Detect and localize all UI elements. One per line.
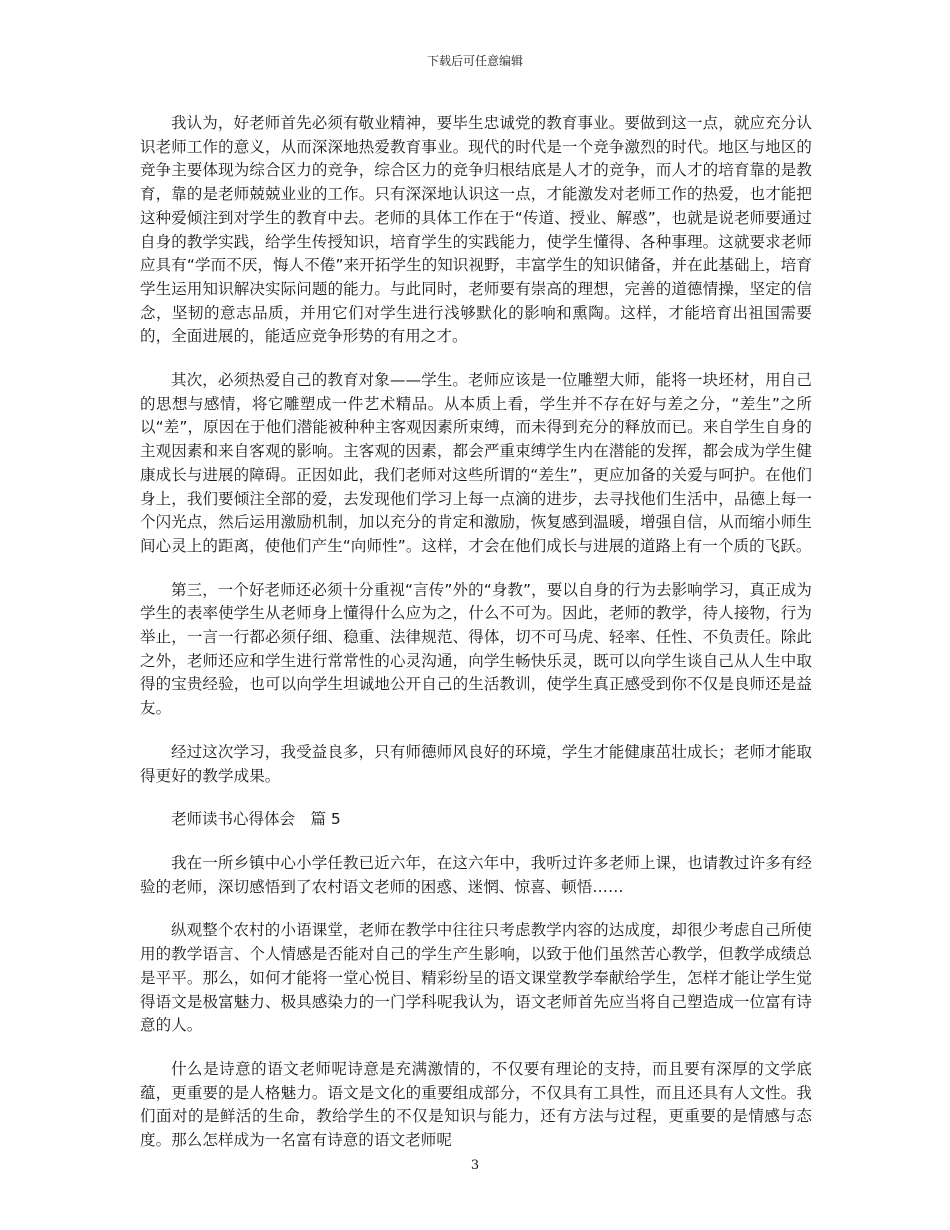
paragraph: 我认为，好老师首先必须有敬业精神，要毕生忠诚党的教育事业。要做到这一点，就应充分认识老师工作的意义，从而深深地热爱教育事业。现代的时代是一个竞争激烈的时代。地区与地区的竞争主要体现为综合区力的竞争，综合区力的竞争归根结底是人才的竞争，而人才的培育靠的是教育，靠的是老师兢兢业业的工作。只有深深地认识这一点，才能激发对老师工作的热爱，也才能把这种爱倾注到对学生的教育中去。老师的具体工作在于“传道、授业、解惑”，也就是说老师要通过自身的教学实践，给学生传授知识，培育学生的实践能力，使学生懂得、各种事理。这就要求老师应具有“学而不厌，悔人不倦”来开拓学生的知识视野，丰富学生的知识储备，并在此基础上，培育学生运用知识解决实际问题的能力。与此同时，老师要有崇高的理想，完善的道德情操，坚定的信念，坚韧的意志品质，并用它们对学生进行浅够默化的影响和熏陶。这样，才能培育出祖国需要的，全面进展的，能适应竞争形势的有用之才。 — [140, 114, 812, 346]
document-body — [140, 112, 812, 1173]
page-number: 3 — [470, 1158, 480, 1173]
paragraph: 经过这次学习，我受益良多，只有师德师风良好的环境，学生才能健康茁壮成长；老师才能取得更好的教学成果。 — [140, 742, 812, 785]
paragraph: 第三，一个好老师还必须十分重视“言传”外的“身教”，要以自身的行为去影响学习，真正成为学生的表率使学生从老师身上懂得什么应为之，什么不可为。因此，老师的教学，待人接物，行为举止，一言一行都必须仔细、稳重、法律规范、得体，切不可马虎、轻率、任性、不负责任。除此之外，老师还应和学生进行常常性的心灵沟通，向学生畅快乐灵，既可以向学生谈自己从人生中取得的宝贵经验，也可以向学生坦诚地公开自己的生活教训，使学生真正感受到你不仅是良师还是益友。 — [140, 580, 812, 718]
paragraph: 我在一所乡镇中心小学任教已近六年，在这六年中，我听过许多老师上课，也请教过许多有经验的老师，深切感悟到了农村语文老师的困惑、迷惘、惊喜、顿悟…… — [140, 853, 812, 896]
paragraph: 纵观整个农村的小语课堂，老师在教学中往往只考虑教学内容的达成度，却很少考虑自己所使用的教学语言、个人情感是否能对自己的学生产生影响，以致于他们虽然苦心教学，但教学成绩总是平平。那么，如何才能将一堂心悦目、精彩纷呈的语文课堂教学奉献给学生，怎样才能让学生觉得语文是极富魅力、极具感染力的一门学科呢我认为，语文老师首先应当将自己塑造成一位富有诗意的人。 — [140, 921, 812, 1035]
section-heading: 老师读书心得体会 篇 5 — [171, 810, 341, 829]
paragraph: 其次，必须热爱自己的教育对象——学生。老师应该是一位雕塑大师，能将一块坯材，用自己的思想与感情，将它雕塑成一件艺术精品。从本质上看，学生并不存在好与差之分，“差生”之所以“差”，原因在于他们潜能被种种主客观因素所束缚，而未得到充分的释放而已。来自学生自身的主观因素和来自客观的影响。主客观的因素，都会严重束缚学生内在潜能的发挥，都会成为学生健康成长与进展的障碍。正因如此，我们老师对这些所谓的“差生”，更应加备的关爱与呵护。在他们身上，我们要倾注全部的爱，去发现他们学习上每一点滴的进步，去寻找他们生活中，品德上每一个闪光点，然后运用激励机制，加以充分的肯定和激励，恢复感到温暖，增强自信，从而缩小师生间心灵上的距离，使他们产生“向师性”。这样，才会在他们成长与进展的道路上有一个质的飞跃。 — [140, 371, 812, 555]
paragraph: 什么是诗意的语文老师呢诗意是充满激情的，不仅要有理论的支持，而且要有深厚的文学底蕴，更重要的是人格魅力。语文是文化的重要组成部分，不仅具有工具性，而且还具有人文性。我们面对的是鲜活的生命，教给学生的不仅是知识与能力，还有方法与过程，更重要的是情感与态度。那么怎样成为一名富有诗意的语文老师呢 — [140, 1059, 812, 1150]
page-header: 下载后可任意编辑 — [426, 54, 523, 68]
